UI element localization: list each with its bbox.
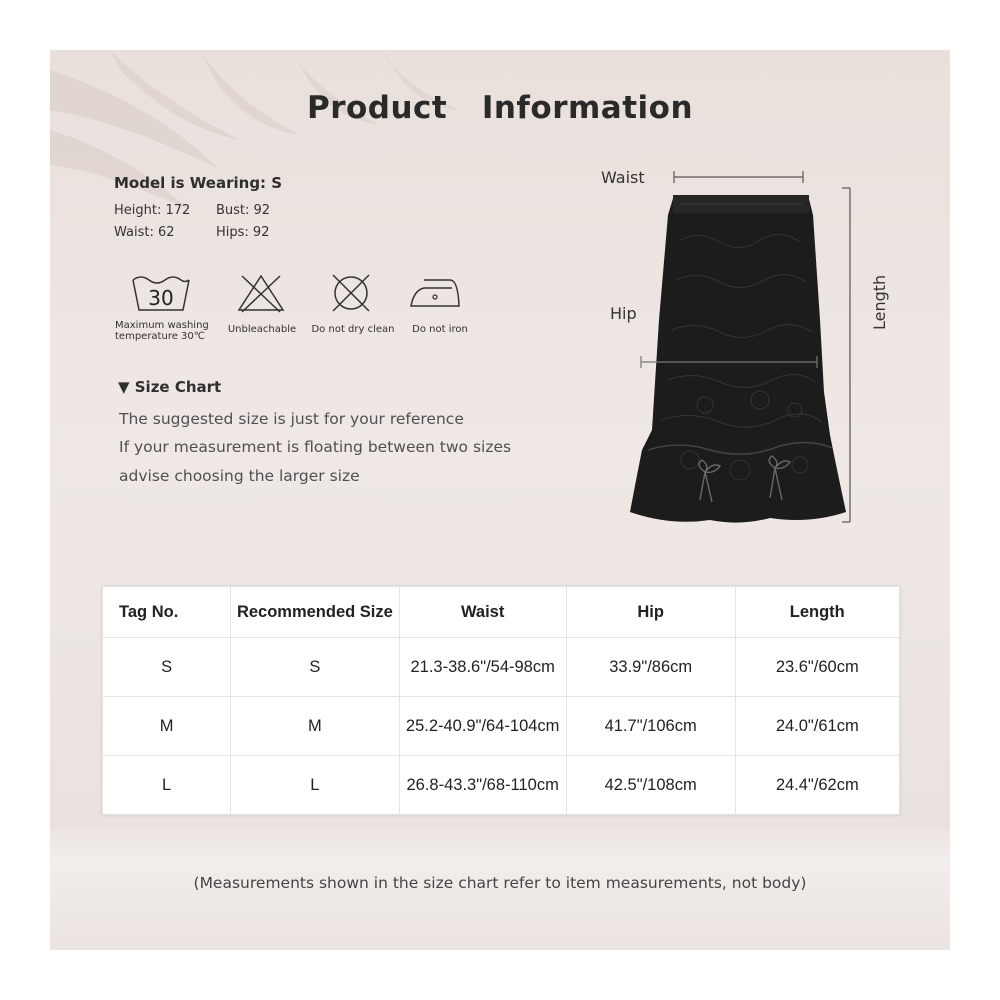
size-note-1: The suggested size is just for your reference: [119, 410, 464, 428]
size-table-header-row: [103, 587, 900, 638]
header-recommended-size: Recommended Size: [231, 587, 399, 638]
size-table: [102, 586, 900, 815]
care-label-bleach: Unbleachable: [227, 324, 297, 335]
cell-length: 23.6"/60cm: [735, 638, 899, 697]
wash-30-icon: [130, 272, 192, 314]
cell-hip: 42.5"/108cm: [566, 756, 735, 815]
cell-length: 24.0"/61cm: [735, 697, 899, 756]
cell-waist: 21.3-38.6"/54-98cm: [399, 638, 566, 697]
care-label-washing: [115, 320, 209, 342]
table-row: [103, 756, 900, 815]
do-not-bleach-icon: [236, 272, 286, 314]
model-bust: Bust: 92: [216, 203, 271, 218]
size-chart-heading: ▼ Size Chart: [118, 378, 222, 396]
length-measure-label: Length: [870, 274, 889, 330]
care-label-iron: Do not iron: [412, 324, 468, 335]
header-tag-no: Tag No.: [103, 587, 231, 638]
do-not-iron-icon: [408, 276, 462, 312]
do-not-dry-clean-icon: [328, 272, 374, 314]
skirt-illustration: [610, 160, 870, 530]
care-label-washing-line2: temperature 30℃: [115, 331, 205, 342]
model-waist: Waist: 62: [114, 225, 175, 240]
wash-temp-text: 30: [148, 286, 174, 310]
cell-recommended: S: [231, 638, 399, 697]
model-wearing-heading: Model is Wearing: S: [114, 174, 283, 192]
care-label-washing-line1: Maximum washing: [115, 320, 209, 331]
waist-measure-label: Waist: [601, 168, 645, 187]
table-row: [103, 638, 900, 697]
cell-tag: L: [103, 756, 231, 815]
cell-hip: 33.9"/86cm: [566, 638, 735, 697]
model-height: Height: 172: [114, 203, 191, 218]
cell-length: 24.4"/62cm: [735, 756, 899, 815]
hip-measure-label: Hip: [610, 304, 637, 323]
header-hip: Hip: [566, 587, 735, 638]
cell-waist: 25.2-40.9"/64-104cm: [399, 697, 566, 756]
cell-tag: M: [103, 697, 231, 756]
size-note-2: If your measurement is floating between two sizes: [119, 438, 512, 456]
measurement-footnote: (Measurements shown in the size chart refer to item measurements, not body): [193, 874, 807, 892]
model-hips: Hips: 92: [216, 225, 270, 240]
header-waist: Waist: [399, 587, 566, 638]
care-label-dry-clean: Do not dry clean: [311, 324, 395, 335]
cell-recommended: L: [231, 756, 399, 815]
table-row: [103, 697, 900, 756]
cell-waist: 26.8-43.3"/68-110cm: [399, 756, 566, 815]
cell-recommended: M: [231, 697, 399, 756]
size-note-3: advise choosing the larger size: [119, 467, 360, 485]
page-title: Product Information: [306, 90, 694, 126]
cell-tag: S: [103, 638, 231, 697]
product-info-panel: [50, 50, 950, 950]
cell-hip: 41.7"/106cm: [566, 697, 735, 756]
header-length: Length: [735, 587, 899, 638]
